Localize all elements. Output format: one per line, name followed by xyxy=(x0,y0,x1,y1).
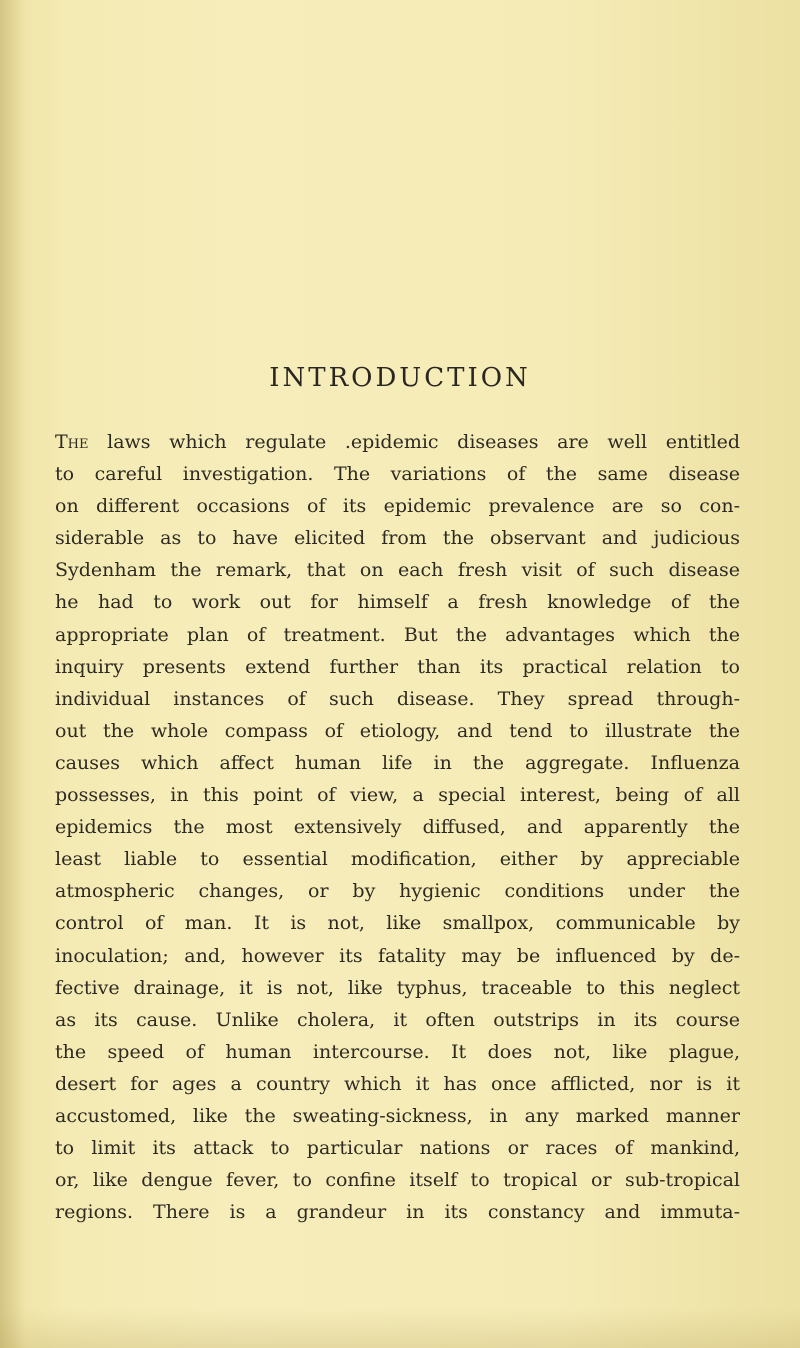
text-line: desert for ages a country which it has once afflicted, nor is it xyxy=(55,1072,740,1095)
text-line: as its cause. Unlike cholera, it often outstrips in its course xyxy=(55,1008,740,1031)
text-line: Sydenham the remark, that on each fresh visit of such disease xyxy=(55,559,740,582)
text-line: individual instances of such disease. They spread through- xyxy=(55,687,740,710)
text-line: inoculation; and, however its fatality may be influenced by de- xyxy=(55,944,740,967)
opening-word: The xyxy=(55,431,89,453)
page-gutter-shadow xyxy=(0,0,26,1348)
text-line: inquiry presents extend further than its practical relation to xyxy=(55,655,740,678)
text-line: to limit its attack to particular nations or races of mankind, xyxy=(55,1137,740,1160)
text-line: appropriate plan of treatment. But the advantages which the xyxy=(55,623,740,646)
text-line: he had to work out for himself a fresh knowledge of the xyxy=(55,591,740,614)
text-line: siderable as to have elicited from the observant and judicious xyxy=(55,527,740,550)
text-line: fective drainage, it is not, like typhus, traceable to this neglect xyxy=(55,976,740,999)
text-line: out the whole compass of etiology, and tend to illustrate the xyxy=(55,719,740,742)
text-line: the speed of human intercourse. It does not, like plague, xyxy=(55,1040,740,1063)
text-line: least liable to essential modification, either by appreciable xyxy=(55,848,740,871)
text-line: possesses, in this point of view, a special interest, being of all xyxy=(55,784,740,807)
body-paragraph xyxy=(55,426,740,1228)
text-line: accustomed, like the sweating-sickness, in any marked manner xyxy=(55,1104,740,1127)
text-line: control of man. It is not, like smallpox, communicable by xyxy=(55,912,740,935)
text-line: to careful investigation. The variations of the same disease xyxy=(55,463,740,486)
text-line: causes which affect human life in the aggregate. Influenza xyxy=(55,751,740,774)
page-bottom-shadow xyxy=(0,1308,800,1348)
page-title: INTRODUCTION xyxy=(269,363,531,393)
text-line: regions. There is a grandeur in its constancy and immuta- xyxy=(55,1201,740,1224)
text-line: The laws which regulate .epidemic diseases are well entitled xyxy=(55,431,740,453)
text-line: on different occasions of its epidemic prevalence are so con- xyxy=(55,495,740,518)
text-line: epidemics the most extensively diffused, and apparently the xyxy=(55,816,740,839)
text-line: or, like dengue fever, to confine itself to tropical or sub-tropical xyxy=(55,1169,740,1192)
text-line: atmospheric changes, or by hygienic conditions under the xyxy=(55,880,740,903)
